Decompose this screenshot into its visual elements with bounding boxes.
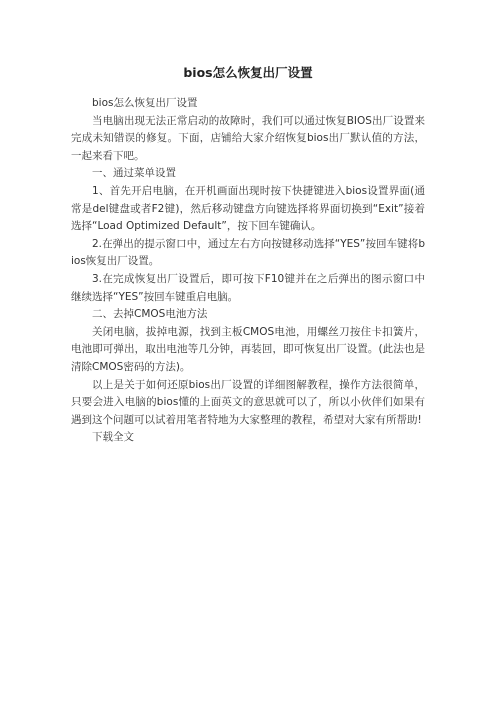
download-full-text-link[interactable]: 下载全文 — [92, 431, 134, 444]
paragraph-cmos: 关闭电脑，拔掉电源，找到主板CMOS电池，用螺丝刀按住卡扣簧片，电池即可弹出，取出电池等几分钟，再装回，即可恢复出厂设置。(此法也是清除CMOS密码的方法)。 — [71, 325, 425, 373]
paragraph-step-3: 3.在完成恢复出厂设置后，即可按下F10键并在之后弹出的图示窗口中继续选择“YES”按回车键重启电脑。 — [71, 272, 425, 303]
section-heading-menu: 一、通过菜单设置 — [92, 167, 176, 180]
document-body — [71, 95, 425, 447]
paragraph-step-2: 2.在弹出的提示窗口中，通过左右方向按键移动选择“YES”按回车键将bios恢复出厂设置。 — [71, 237, 425, 268]
section-heading-cmos: 二、去掉CMOS电池方法 — [92, 308, 208, 321]
document-title: bios怎么恢复出厂设置 — [183, 65, 313, 80]
paragraph-intro: 当电脑出现无法正常启动的故障时，我们可以通过恢复BIOS出厂设置来完成未知错误的修复。下面，店铺给大家介绍恢复bios出厂默认值的方法，一起来看下吧。 — [71, 114, 425, 162]
paragraph-subtitle: bios怎么恢复出厂设置 — [92, 97, 198, 109]
paragraph-step-1: 1、首先开启电脑，在开机画面出现时按下快捷键进入bios设置界面(通常是del键盘或者F2键)，然后移动键盘方向键选择将界面切换到“Exit”接着选择“Load Optimized Default”，按下回车键确认。 — [71, 184, 425, 233]
paragraph-conclusion: 以上是关于如何还原bios出厂设置的详细图解教程，操作方法很简单，只要会进入电脑的bios懂的上面英文的意思就可以了，所以小伙伴们如果有遇到这个问题可以试着用笔者特地为大家整理的教程，希望对大家有所帮助! — [71, 378, 425, 426]
